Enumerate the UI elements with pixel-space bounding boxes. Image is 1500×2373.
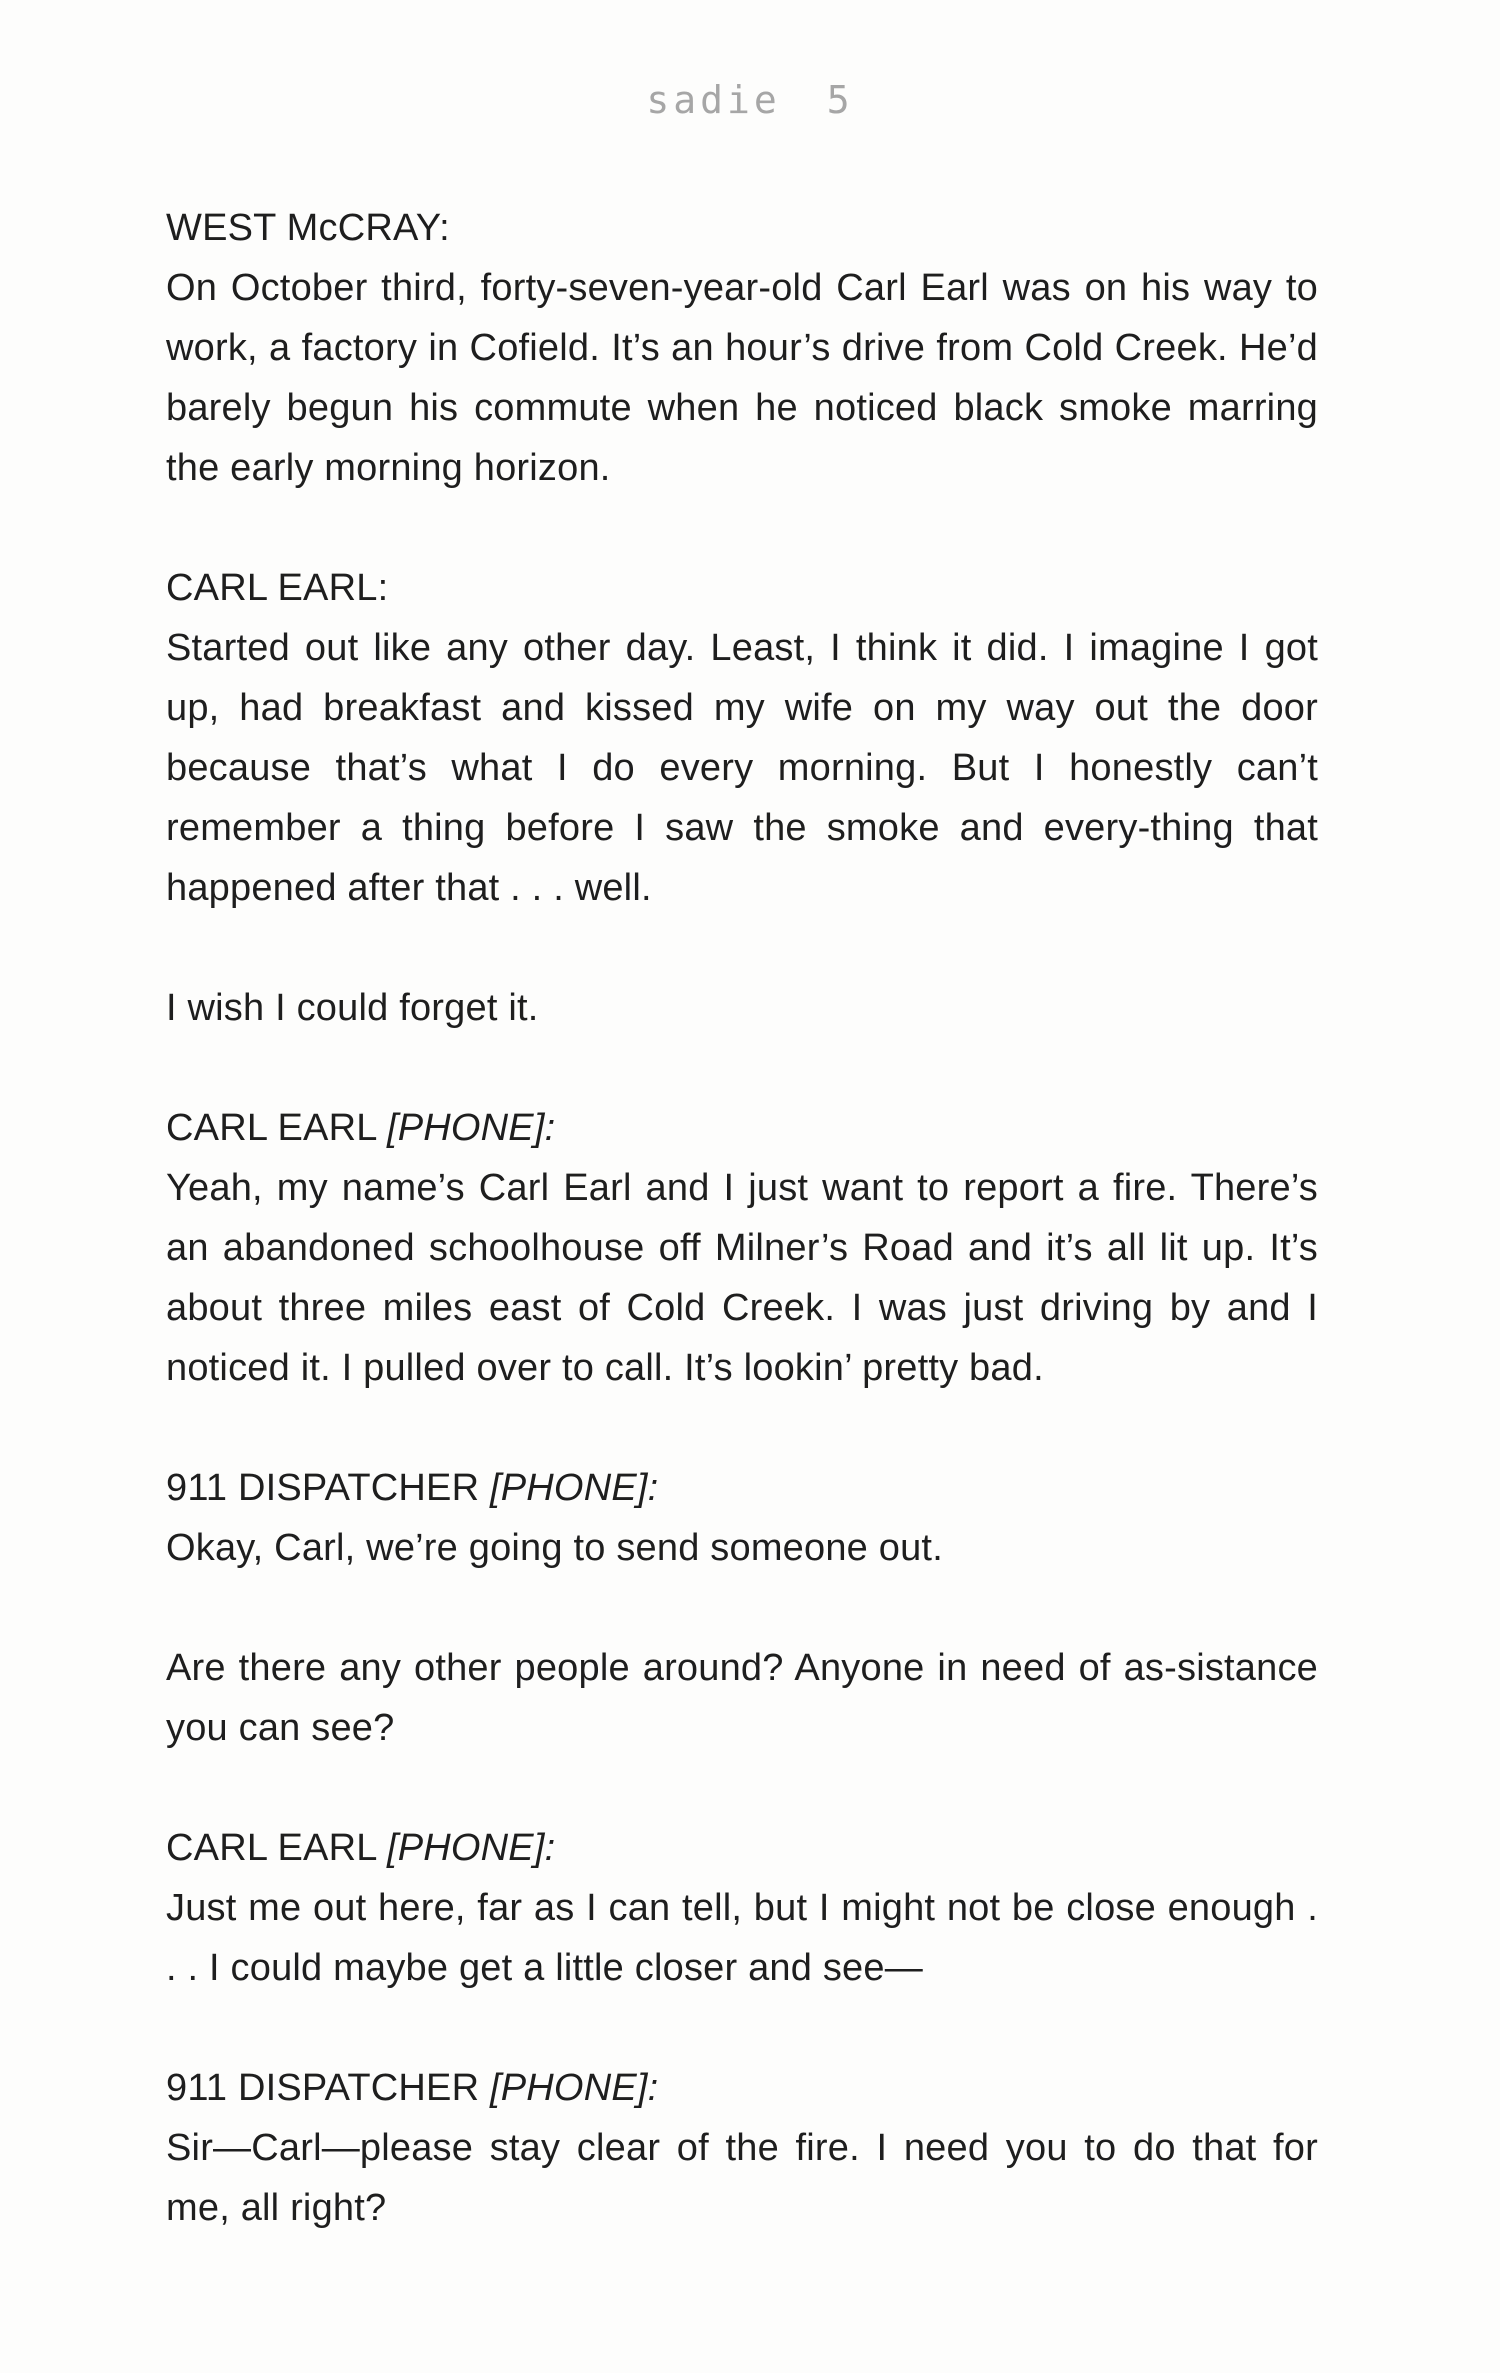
dialogue-paragraph: On October third, forty-seven-year-old Carl Earl was on his way to work, a factory in Cofield. It’s an hour’s drive from Cold Creek. He’d barely begun his commute when he noticed black smoke marring the early morning horizon. xyxy=(166,267,1318,489)
speaker-label: CARL EARL: xyxy=(166,567,389,609)
speaker-label: WEST McCRAY: xyxy=(166,207,450,249)
paragraph-gap xyxy=(166,918,1318,978)
dialogue-paragraph: Started out like any other day. Least, I think it did. I imagine I got up, had breakfast and kissed my wife on my way out the door because that’s what I do every morning. But I honestly can’t remember a thing before I saw the smoke and every-thing that happened after that . . . well. xyxy=(166,627,1318,909)
transcript-block-carl-earl-phone-2 xyxy=(166,1818,1318,1998)
transcript-body xyxy=(166,198,1318,2298)
running-head xyxy=(0,78,1500,122)
speaker-label: CARL EARL [PHONE]: xyxy=(166,1107,556,1149)
speaker-tag: [PHONE]: xyxy=(489,1467,659,1509)
transcript-block-dispatcher-phone xyxy=(166,1458,1318,1758)
paragraph-gap xyxy=(166,1578,1318,1638)
dialogue-paragraph: Are there any other people around? Anyone in need of as-sistance you can see? xyxy=(166,1647,1318,1749)
speaker-label: 911 DISPATCHER [PHONE]: xyxy=(166,2067,659,2109)
running-head-title: sadie xyxy=(646,78,781,122)
speaker-tag: [PHONE]: xyxy=(489,2067,659,2109)
speaker-label: 911 DISPATCHER [PHONE]: xyxy=(166,1467,659,1509)
dialogue-paragraph: Okay, Carl, we’re going to send someone out. xyxy=(166,1527,943,1569)
speaker-tag: [PHONE]: xyxy=(386,1827,556,1869)
transcript-block-west-mccray xyxy=(166,198,1318,498)
dialogue-paragraph: Yeah, my name’s Carl Earl and I just want to report a fire. There’s an abandoned schoolhouse off Milner’s Road and it’s all lit up. It’s about three miles east of Cold Creek. I was just driving by and I noticed it. I pulled over to call. It’s lookin’ pretty bad. xyxy=(166,1167,1318,1389)
dialogue-paragraph: Sir—Carl—please stay clear of the fire. I need you to do that for me, all right? xyxy=(166,2127,1318,2229)
dialogue-paragraph: I wish I could forget it. xyxy=(166,987,539,1029)
speaker-tag: [PHONE]: xyxy=(386,1107,556,1149)
transcript-block-carl-earl-phone xyxy=(166,1098,1318,1398)
transcript-block-carl-earl xyxy=(166,558,1318,1038)
speaker-label: CARL EARL [PHONE]: xyxy=(166,1827,556,1869)
transcript-block-dispatcher-phone-2 xyxy=(166,2058,1318,2238)
dialogue-paragraph: Just me out here, far as I can tell, but I might not be close enough . . . I could maybe get a little closer and see— xyxy=(166,1887,1318,1989)
page-number: 5 xyxy=(826,78,854,122)
